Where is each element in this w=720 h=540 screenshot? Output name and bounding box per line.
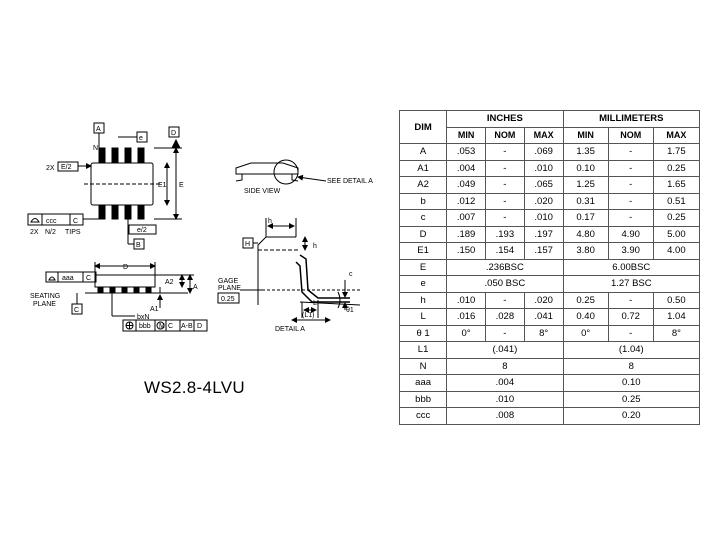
table-cell: .010	[524, 160, 563, 177]
bxn-label: bxN	[137, 314, 150, 321]
table-cell: 4.00	[653, 243, 699, 260]
table-cell-inch-span: .236BSC	[447, 259, 563, 276]
dimension-table	[399, 110, 700, 425]
table-cell: 1.35	[563, 144, 608, 161]
table-row	[400, 160, 700, 177]
table-cell: -	[608, 210, 653, 227]
a1-label: A1	[150, 306, 159, 313]
table-cell: .197	[524, 226, 563, 243]
table-cell: .004	[447, 160, 486, 177]
e-dim-label: E	[179, 182, 184, 189]
millimeters-header: MILLIMETERS	[563, 111, 699, 128]
table-cell: .150	[447, 243, 486, 260]
subheader-max-mm: MAX	[653, 127, 699, 144]
table-row	[400, 177, 700, 194]
dim-header: DIM	[400, 111, 447, 144]
a2-label: A2	[165, 279, 174, 286]
l1-dim-label: (L1)	[302, 312, 315, 319]
table-cell: -	[608, 144, 653, 161]
dim-symbol: E1	[400, 243, 447, 260]
theta1-label: θ1	[346, 307, 354, 314]
table-cell: .041	[524, 309, 563, 326]
table-cell: -	[485, 177, 524, 194]
subheader-nom-mm: NOM	[608, 127, 653, 144]
table-cell: .157	[524, 243, 563, 260]
table-cell: 1.25	[563, 177, 608, 194]
table-cell: .007	[447, 210, 486, 227]
front-view-body	[95, 275, 155, 287]
a-dim-label: A	[193, 284, 198, 291]
h-dim-top: h	[268, 218, 272, 225]
table-row	[400, 358, 700, 375]
table-cell: .189	[447, 226, 486, 243]
table-cell-inch-span: 8	[447, 358, 563, 375]
c-ref: C	[73, 218, 79, 225]
table-cell-inch-span: .010	[447, 391, 563, 408]
table-cell: .010	[524, 210, 563, 227]
subheader-min-mm: MIN	[563, 127, 608, 144]
datum-c: C	[74, 307, 80, 314]
bbb-label: bbb	[139, 323, 151, 330]
side-view-label: SIDE VIEW	[244, 188, 281, 195]
table-cell: 0°	[563, 325, 608, 342]
e-half-label: E/2	[61, 164, 72, 171]
ab-ref: A-B	[181, 323, 193, 330]
dim-symbol: bbb	[400, 391, 447, 408]
d-dim-label: D	[123, 264, 129, 271]
table-cell: .020	[524, 292, 563, 309]
table-cell: 0.51	[653, 193, 699, 210]
front-view	[46, 262, 207, 331]
table-cell: -	[608, 193, 653, 210]
table-cell-mm-span: 0.20	[563, 408, 699, 425]
table-row	[400, 309, 700, 326]
datum-d: D	[171, 130, 177, 137]
dim-symbol: L	[400, 309, 447, 326]
table-cell: .065	[524, 177, 563, 194]
dim-symbol: h	[400, 292, 447, 309]
table-row	[400, 193, 700, 210]
table-cell-inch-span: .008	[447, 408, 563, 425]
table-cell: -	[485, 325, 524, 342]
table-cell: 4.90	[608, 226, 653, 243]
table-cell: .012	[447, 193, 486, 210]
table-cell: 1.65	[653, 177, 699, 194]
table-cell: 0.50	[653, 292, 699, 309]
two-x-bottom: 2X	[30, 229, 39, 236]
dimension-table-body	[400, 144, 700, 425]
table-cell: -	[485, 210, 524, 227]
model-title: WS2.8-4LVU	[144, 378, 245, 397]
subheader-min-in: MIN	[447, 127, 486, 144]
table-row	[400, 325, 700, 342]
table-cell-inch-span: (.041)	[447, 342, 563, 359]
gage-plane-label: PLANE	[218, 285, 241, 292]
n-label: N	[93, 145, 99, 152]
table-row	[400, 391, 700, 408]
c-ref-fcf: C	[168, 323, 174, 330]
dim-symbol: θ 1	[400, 325, 447, 342]
dim-symbol: b	[400, 193, 447, 210]
table-row	[400, 408, 700, 425]
pin2-label: 2	[114, 207, 118, 214]
table-cell: .069	[524, 144, 563, 161]
e1-label: E1	[158, 182, 167, 189]
table-cell-mm-span: (1.04)	[563, 342, 699, 359]
table-cell: -	[608, 177, 653, 194]
dim-symbol: E	[400, 259, 447, 276]
pin3-label: 3	[127, 207, 131, 214]
h-dim-side: h	[313, 243, 317, 250]
dim-symbol: L1	[400, 342, 447, 359]
pin1-label: 1	[102, 207, 106, 214]
datum-a: A	[96, 126, 101, 133]
table-cell: .049	[447, 177, 486, 194]
table-row	[400, 210, 700, 227]
dim-symbol: N	[400, 358, 447, 375]
table-row	[400, 276, 700, 293]
table-cell: 5.00	[653, 226, 699, 243]
table-cell: -	[608, 325, 653, 342]
subheader-max-in: MAX	[524, 127, 563, 144]
table-cell-mm-span: 1.27 BSC	[563, 276, 699, 293]
table-cell: 0.40	[563, 309, 608, 326]
table-cell: -	[485, 160, 524, 177]
l-dim-label: L	[313, 300, 317, 307]
detail-a	[218, 218, 360, 320]
table-row	[400, 226, 700, 243]
dim-symbol: A	[400, 144, 447, 161]
table-cell: 0.25	[563, 292, 608, 309]
two-x: 2X	[46, 165, 55, 172]
table-cell: .193	[485, 226, 524, 243]
seating-label: SEATING	[30, 293, 61, 300]
subheader-nom-in: NOM	[485, 127, 524, 144]
detail-a-labels	[218, 218, 354, 333]
dim-symbol: A1	[400, 160, 447, 177]
top-view-labels	[30, 126, 184, 249]
dim-symbol: c	[400, 210, 447, 227]
svg-text:M: M	[159, 323, 165, 330]
side-view	[236, 160, 326, 184]
dim-symbol: A2	[400, 177, 447, 194]
table-row	[400, 259, 700, 276]
aaa-label: aaa	[62, 275, 74, 282]
table-cell: -	[485, 292, 524, 309]
dim-symbol: D	[400, 226, 447, 243]
c-ref-front: C	[86, 275, 92, 282]
table-cell-mm-span: 0.10	[563, 375, 699, 392]
inches-header: INCHES	[447, 111, 563, 128]
table-row	[400, 292, 700, 309]
dim-symbol: ccc	[400, 408, 447, 425]
table-cell: 8°	[653, 325, 699, 342]
table-cell-mm-span: 6.00BSC	[563, 259, 699, 276]
table-cell: -	[608, 160, 653, 177]
table-cell: .053	[447, 144, 486, 161]
tips: TIPS	[65, 229, 81, 236]
table-cell: -	[485, 144, 524, 161]
table-cell: .154	[485, 243, 524, 260]
seating-plane-label: PLANE	[33, 301, 56, 308]
table-cell: 0.25	[653, 160, 699, 177]
table-row	[400, 375, 700, 392]
table-cell: 1.75	[653, 144, 699, 161]
gage-label: GAGE	[218, 278, 239, 285]
dim-symbol: aaa	[400, 375, 447, 392]
datum-h: H	[245, 241, 251, 248]
gage-value: 0.25	[221, 296, 235, 303]
table-cell: 3.90	[608, 243, 653, 260]
e-half-bottom: e/2	[137, 227, 147, 234]
table-cell: .016	[447, 309, 486, 326]
datum-d-fcf: D	[197, 323, 203, 330]
c-dim-label: c	[349, 271, 353, 278]
table-cell: .020	[524, 193, 563, 210]
table-cell-inch-span: .050 BSC	[447, 276, 563, 293]
table-cell: -	[485, 193, 524, 210]
table-cell-inch-span: .004	[447, 375, 563, 392]
table-cell: 0.10	[563, 160, 608, 177]
table-row	[400, 144, 700, 161]
table-cell-mm-span: 8	[563, 358, 699, 375]
table-cell: 0.31	[563, 193, 608, 210]
table-cell: .028	[485, 309, 524, 326]
ccc-label: ccc	[46, 218, 57, 225]
table-cell: 1.04	[653, 309, 699, 326]
table-cell-mm-span: 0.25	[563, 391, 699, 408]
table-cell: .010	[447, 292, 486, 309]
table-cell: 4.80	[563, 226, 608, 243]
dim-symbol: e	[400, 276, 447, 293]
table-cell: 0.25	[653, 210, 699, 227]
table-cell: 0.17	[563, 210, 608, 227]
n-half: N/2	[45, 229, 56, 236]
detail-a-label: DETAIL A	[275, 326, 305, 333]
table-cell: 0.72	[608, 309, 653, 326]
e-label: e	[139, 135, 143, 142]
see-detail-label: SEE DETAIL A	[327, 178, 373, 185]
table-row	[400, 342, 700, 359]
table-cell: -	[608, 292, 653, 309]
table-row	[400, 243, 700, 260]
table-cell: 0°	[447, 325, 486, 342]
table-cell: 3.80	[563, 243, 608, 260]
table-cell: 8°	[524, 325, 563, 342]
datum-b: B	[136, 242, 141, 249]
